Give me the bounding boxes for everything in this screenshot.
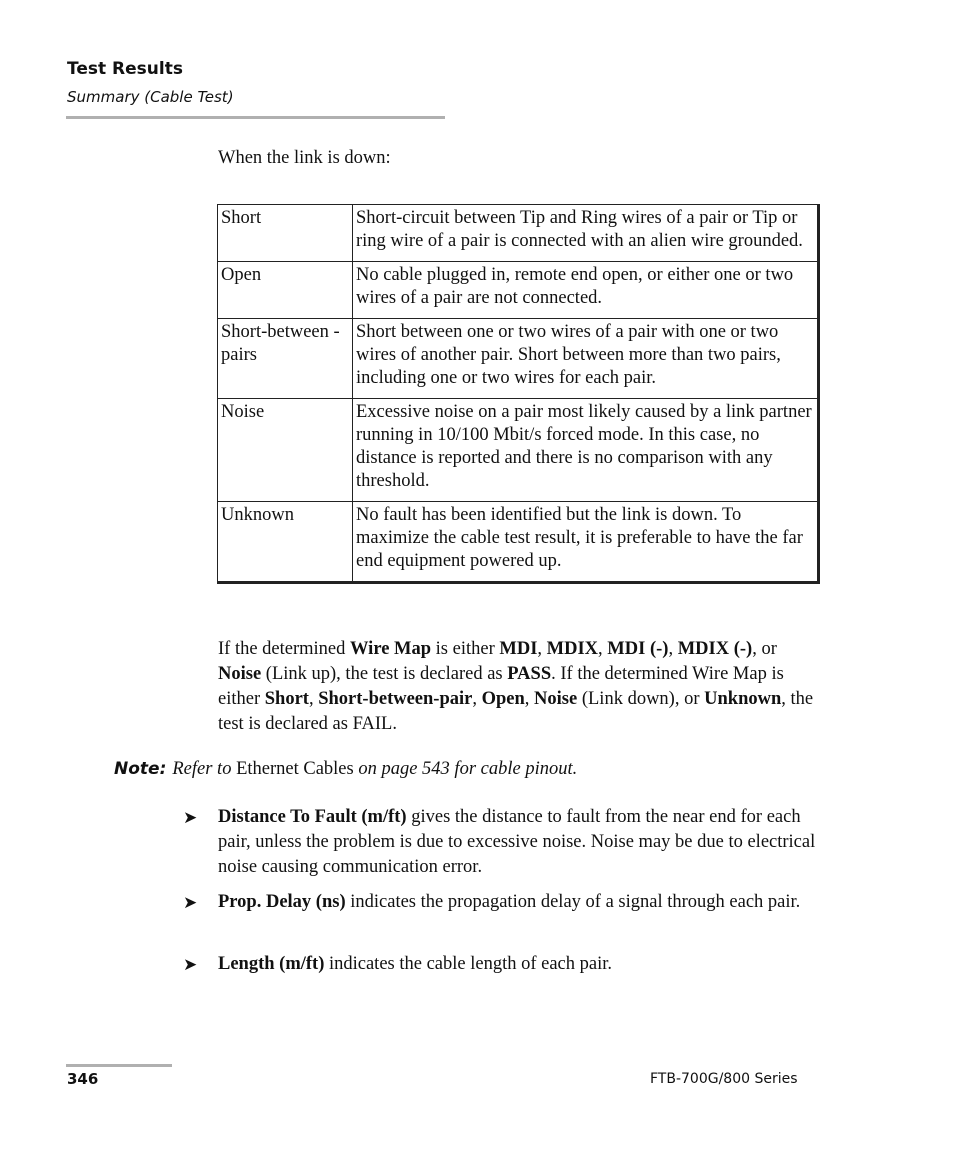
table-row (218, 205, 819, 262)
fault-description: Short between one or two wires of a pair with one or two wires of another pair. Short between more than two pairs, including one or two wires for each pair. (353, 319, 819, 399)
fault-term: Unknown (218, 502, 353, 583)
bullet-term: Prop. Delay (ns) (218, 892, 346, 912)
list-item: ➤ Prop. Delay (ns) indicates the propagation delay of a signal through each pair. (183, 890, 823, 915)
fault-description: No cable plugged in, remote end open, or either one or two wires of a pair are not connected. (353, 262, 819, 319)
result-paragraph: If the determined Wire Map is either MDI, MDIX, MDI (-), MDIX (-), or Noise (Link up), the test is declared as PASS. If the determined Wire Map is either Short, Short-between-pair, Open, Noise (Link down), or Unknown, the test is declared as FAIL. (218, 639, 814, 734)
ethernet-cables-link[interactable]: Ethernet Cables (236, 759, 354, 779)
section-title: Test Results (67, 59, 183, 79)
table-row (218, 399, 819, 502)
intro-text: When the link is down: (218, 148, 391, 168)
section-subtitle: Summary (Cable Test) (67, 88, 234, 106)
arrow-bullet-icon: ➤ (183, 893, 198, 912)
fault-table (217, 204, 820, 584)
bullet-term: Distance To Fault (m/ft) (218, 807, 407, 827)
fault-description: No fault has been identified but the link is down. To maximize the cable test result, it is preferable to have the far end equipment powered up. (353, 502, 819, 583)
fault-term: Open (218, 262, 353, 319)
header-rule (66, 116, 445, 119)
product-series: FTB-700G/800 Series (650, 1071, 798, 1087)
footer-rule (66, 1064, 172, 1067)
note-label: Note: (114, 759, 167, 779)
table-row (218, 262, 819, 319)
list-item: ➤ Distance To Fault (m/ft) gives the distance to fault from the near end for each pair, unless the problem is due to excessive noise. Noise may be due to electrical noise causing communication error. (183, 807, 816, 877)
arrow-bullet-icon: ➤ (183, 955, 198, 974)
fault-description: Short-circuit between Tip and Ring wires of a pair or Tip or ring wire of a pair is connected with an alien wire grounded. (353, 205, 819, 262)
table-row (218, 319, 819, 399)
fault-description: Excessive noise on a pair most likely caused by a link partner running in 10/100 Mbit/s forced mode. In this case, no distance is reported and there is no comparison with any threshold. (353, 399, 819, 502)
list-item: ➤ Length (m/ft) indicates the cable length of each pair. (183, 952, 823, 977)
fault-term: Short (218, 205, 353, 262)
fault-term: Short-between -pairs (218, 319, 353, 399)
page-number: 346 (67, 1070, 99, 1088)
wire-map-term: Wire Map (350, 639, 432, 659)
fault-term: Noise (218, 399, 353, 502)
arrow-bullet-icon: ➤ (183, 808, 198, 827)
table-row (218, 502, 819, 583)
note: Note: Refer to Ethernet Cables on page 543 for cable pinout. (114, 759, 578, 779)
bullet-term: Length (m/ft) (218, 954, 325, 974)
pass-term: PASS (507, 664, 552, 684)
